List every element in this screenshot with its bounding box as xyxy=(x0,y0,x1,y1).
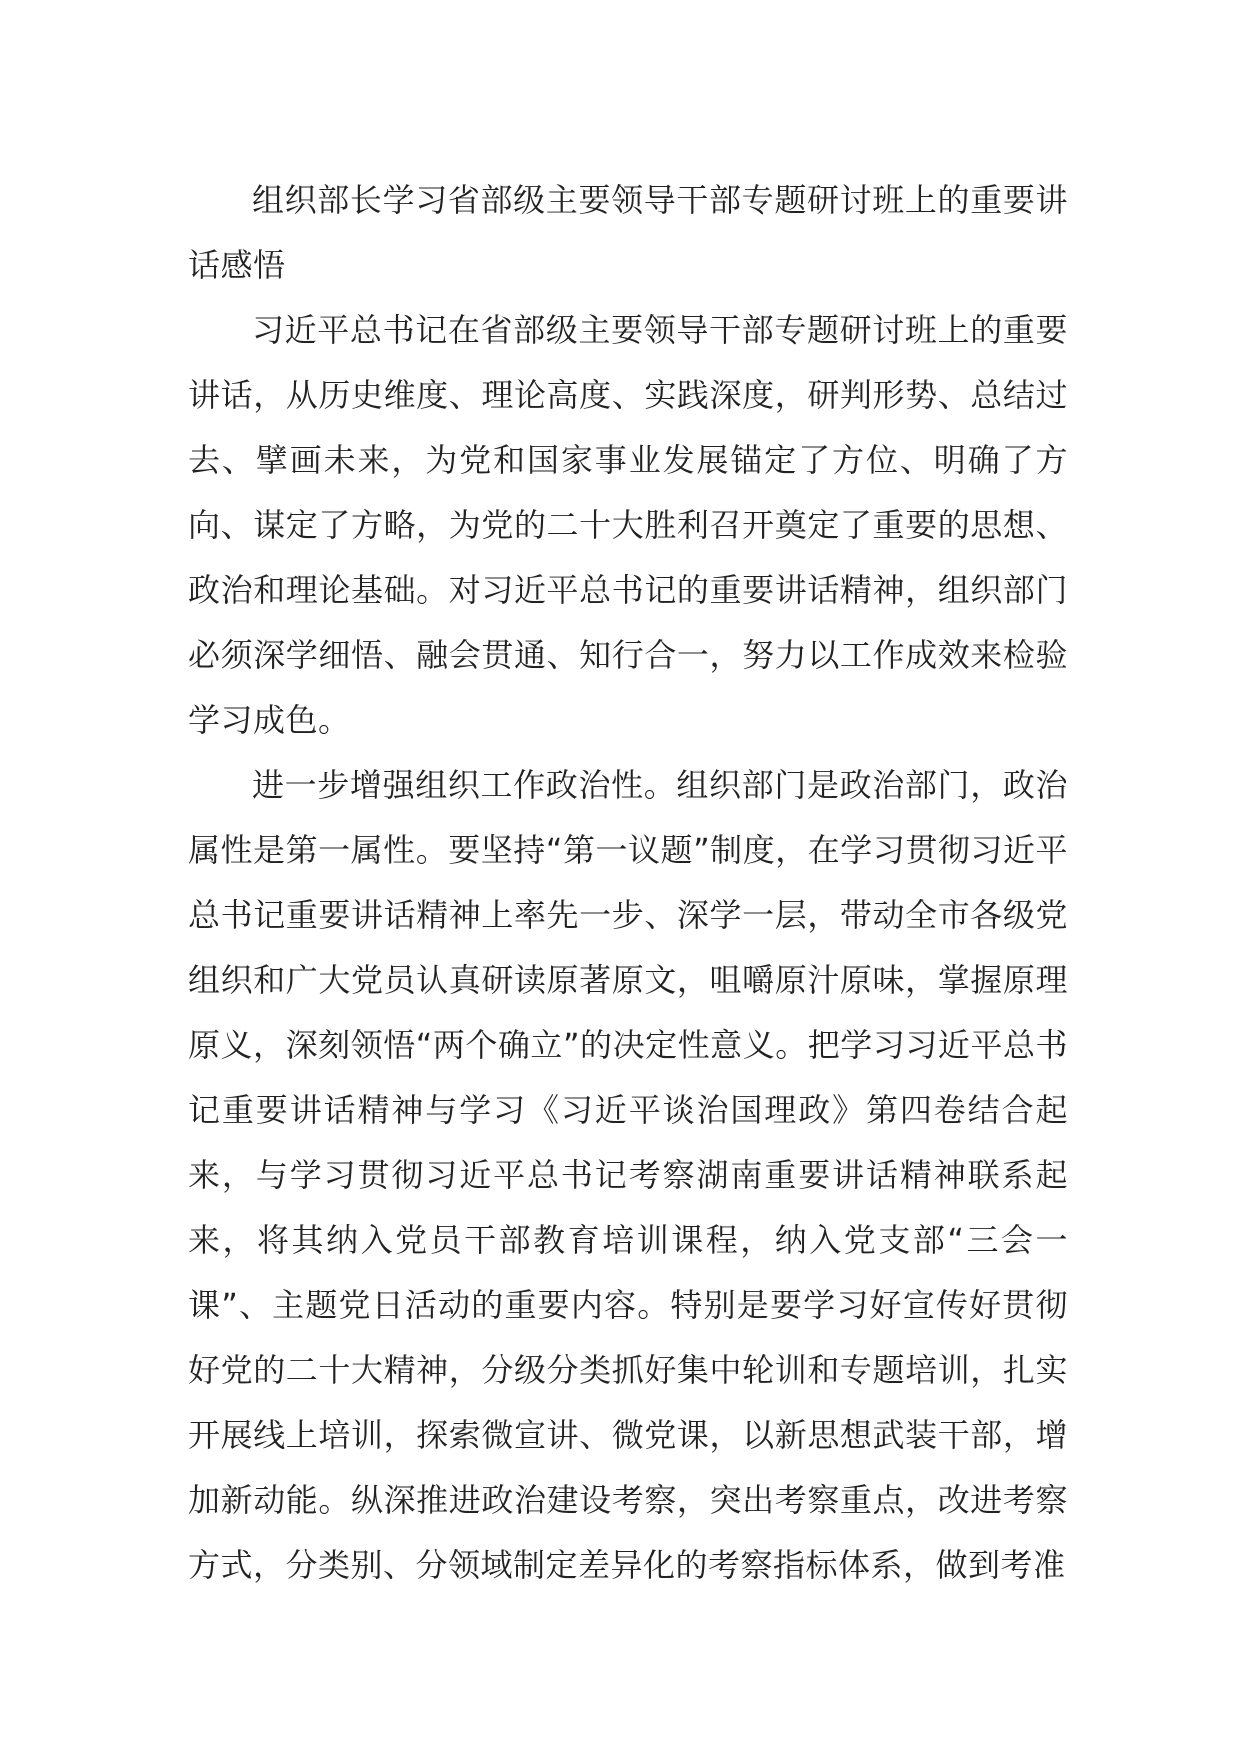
document-title: 组织部长学习省部级主要领导干部专题研讨班上的重要讲话感悟 xyxy=(188,181,1068,284)
paragraph-1: 习近平总书记在省部级主要领导干部专题研讨班上的重要讲话，从历史维度、理论高度、实践深度，研判形势、总结过去、擘画未来，为党和国家事业发展锚定了方位、明确了方向、谋定了方略，为党的二十大胜利召开奠定了重要的思想、政治和理论基础。对习近平总书记的重要讲话精神，组织部门必须深学细悟、融会贯通、知行合一，努力以工作成效来检验学习成色。 xyxy=(188,311,1068,739)
paragraph-2: 进一步增强组织工作政治性。组织部门是政治部门，政治属性是第一属性。要坚持“第一议题”制度，在学习贯彻习近平总书记重要讲话精神上率先一步、深学一层，带动全市各级党组织和广大党员认真研读原著原文，咀嚼原汁原味，掌握原理原义，深刻领悟“两个确立”的决定性意义。把学习习近平总书记重要讲话精神与学习《习近平谈治国理政》第四卷结合起来，与学习贯彻习近平总书记考察湖南重要讲话精神联系起来，将其纳入党员干部教育培训课程，纳入党支部“三会一课”、主题党日活动的重要内容。特别是要学习好宣传好贯彻好党的二十大精神，分级分类抓好集中轮训和专题培训，扎实开展线上培训，探索微宣讲、微党课，以新思想武装干部，增加新动能。纵深推进政治建设考察，突出考察重点，改进考察方式，分类别、分领域制定差异化的考察指标体系，做到考准 xyxy=(188,766,1068,1584)
document-body xyxy=(188,168,1068,1598)
